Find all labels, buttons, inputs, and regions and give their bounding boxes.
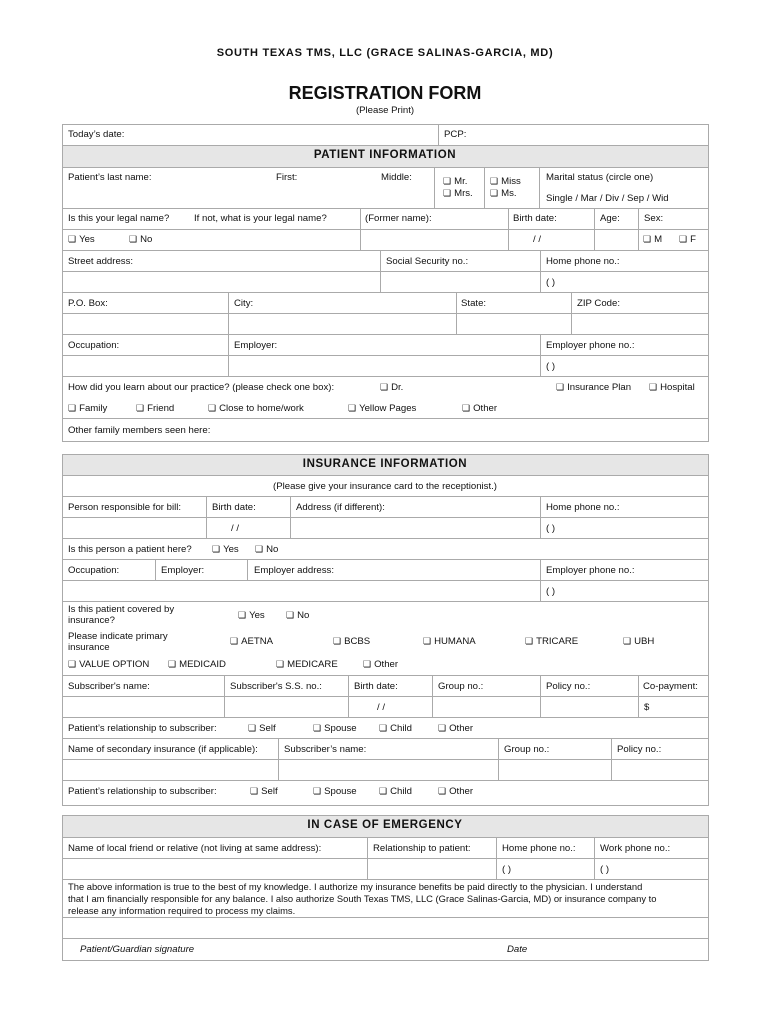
todays-date-label: Today’s date: [68,129,125,140]
marital-options[interactable]: Single / Mar / Div / Sep / Wid [546,193,669,204]
covered-yes-checkbox[interactable]: ❏ Yes [238,610,265,621]
resp-occupation-label: Occupation: [68,565,120,576]
rel2-spouse-checkbox[interactable]: ❏ Spouse [313,786,357,797]
subscriber-birth-label: Birth date: [354,681,398,692]
referral-insurance-checkbox[interactable]: ❏ Insurance Plan [556,382,631,393]
subscriber-ss-label: Subscriber's S.S. no.: [230,681,322,692]
emergency-home-phone-label: Home phone no.: [502,843,576,854]
insurance-heading: INSURANCE INFORMATION [302,458,468,470]
mrs-checkbox[interactable]: ❏ Mrs. [443,188,473,199]
policy-label: Policy no.: [546,681,591,692]
resp-employer-phone-label: Employer phone no.: [546,565,635,576]
emergency-heading: IN CASE OF EMERGENCY [307,819,463,831]
secondary-subscriber-label: Subscriber’s name: [284,744,367,755]
humana-checkbox[interactable]: ❏ HUMANA [423,636,476,647]
covered-question-1: Is this patient covered by [68,604,175,615]
legal-name-label: If not, what is your legal name? [194,213,327,224]
zip-label: ZIP Code: [577,298,621,309]
rel2-other-checkbox[interactable]: ❏ Other [438,786,473,797]
former-name-label: (Former name): [365,213,432,224]
emergency-contact-label: Name of local friend or relative (not living at same address): [68,843,322,854]
subscriber-birth-slashes[interactable]: / / [377,702,385,713]
value-option-checkbox[interactable]: ❏ VALUE OPTION [68,659,149,670]
rel-other-checkbox[interactable]: ❏ Other [438,723,473,734]
mr-checkbox[interactable]: ❏ Mr. [443,176,467,187]
practice-name: SOUTH TEXAS TMS, LLC (GRACE SALINAS-GARCIA, MD) [216,47,554,59]
ubh-checkbox[interactable]: ❏ UBH [623,636,654,647]
medicare-checkbox[interactable]: ❏ MEDICARE [276,659,338,670]
patient-heading: PATIENT INFORMATION [313,149,457,161]
authorization-line-2: that I am financially responsible for any balance. I also authorize South Texas TMS, LLC (Grace Salinas-Garcia, MD) or insurance company to [68,893,657,904]
po-box-label: P.O. Box: [68,298,108,309]
responsible-address-label: Address (if different): [296,502,385,513]
responsible-birth-slashes[interactable]: / / [231,523,239,534]
last-name-label: Patient’s last name: [68,172,152,183]
patient-here-yes-checkbox[interactable]: ❏ Yes [212,544,239,555]
primary-question-1: Please indicate primary [68,631,168,642]
birth-date-slashes[interactable]: / / [533,234,541,245]
home-phone-parens[interactable]: ( ) [546,277,556,288]
patient-here-question: Is this person a patient here? [68,544,192,555]
form-title: REGISTRATION FORM [288,83,482,103]
responsible-phone-parens[interactable]: ( ) [546,523,556,534]
miss-checkbox[interactable]: ❏ Miss [490,176,521,187]
rel2-self-checkbox[interactable]: ❏ Self [250,786,278,797]
pcp-label: PCP: [444,129,467,140]
employer-phone-label: Employer phone no.: [546,340,635,351]
signature-label: Patient/Guardian signature [80,944,195,955]
primary-question-2: insurance [68,642,110,653]
learn-question: How did you learn about our practice? (please check one box): [68,382,335,393]
sex-m-checkbox[interactable]: ❏ M [643,234,662,245]
birth-date-label: Birth date: [513,213,557,224]
legal-no-checkbox[interactable]: ❏ No [129,234,152,245]
sex-f-checkbox[interactable]: ❏ F [679,234,696,245]
emergency-home-phone-parens[interactable]: ( ) [502,864,512,875]
legal-name-question: Is this your legal name? [68,213,170,224]
secondary-insurance-label: Name of secondary insurance (if applicable): [68,744,258,755]
emergency-relationship-label: Relationship to patient: [373,843,471,854]
ms-checkbox[interactable]: ❏ Ms. [490,188,517,199]
secondary-policy-label: Policy no.: [617,744,662,755]
legal-yes-checkbox[interactable]: ❏ Yes [68,234,95,245]
referral-hospital-checkbox[interactable]: ❏ Hospital [649,382,695,393]
employer-phone-parens[interactable]: ( ) [546,361,556,372]
emergency-work-phone-parens[interactable]: ( ) [600,864,610,875]
secondary-group-label: Group no.: [504,744,550,755]
insurance-note: (Please give your insurance card to the receptionist.) [273,481,497,492]
first-name-label: First: [276,172,298,183]
sex-label: Sex: [644,213,664,224]
covered-question-2: insurance? [68,615,115,626]
home-phone-label: Home phone no.: [546,256,620,267]
resp-employer-phone-parens[interactable]: ( ) [546,586,556,597]
relationship-label: Patient’s relationship to subscriber: [68,723,217,734]
referral-friend-checkbox[interactable]: ❏ Friend [136,403,174,414]
relationship-label-2: Patient’s relationship to subscriber: [68,786,217,797]
aetna-checkbox[interactable]: ❏ AETNA [230,636,273,647]
bcbs-checkbox[interactable]: ❏ BCBS [333,636,370,647]
authorization-line-1: The above information is true to the best of my knowledge. I authorize my insurance benefits be paid directly to the physician. I understand [68,881,643,892]
referral-close-checkbox[interactable]: ❏ Close to home/work [208,403,304,414]
referral-other-checkbox[interactable]: ❏ Other [462,403,497,414]
middle-name-label: Middle: [381,172,412,183]
responsible-label: Person responsible for bill: [68,502,182,513]
responsible-phone-label: Home phone no.: [546,502,620,513]
copay-dollar[interactable]: $ [644,702,650,713]
referral-yellow-pages-checkbox[interactable]: ❏ Yellow Pages [348,403,416,414]
responsible-birth-label: Birth date: [212,502,256,513]
referral-dr-checkbox[interactable]: ❏ Dr. [380,382,403,393]
signature-date-label: Date [507,944,528,955]
emergency-work-phone-label: Work phone no.: [600,843,671,854]
group-label: Group no.: [438,681,484,692]
city-label: City: [234,298,254,309]
ssn-label: Social Security no.: [386,256,469,267]
patient-here-no-checkbox[interactable]: ❏ No [255,544,278,555]
marital-status-label: Marital status (circle one) [546,172,654,183]
employer-label: Employer: [234,340,278,351]
resp-employer-label: Employer: [161,565,205,576]
age-label: Age: [600,213,620,224]
rel-self-checkbox[interactable]: ❏ Self [248,723,276,734]
resp-employer-address-label: Employer address: [254,565,334,576]
insurance-other-checkbox[interactable]: ❏ Other [363,659,398,670]
covered-no-checkbox[interactable]: ❏ No [286,610,309,621]
rel-spouse-checkbox[interactable]: ❏ Spouse [313,723,357,734]
other-family-label: Other family members seen here: [68,425,211,436]
state-label: State: [461,298,487,309]
street-address-label: Street address: [68,256,134,267]
occupation-label: Occupation: [68,340,120,351]
form-subtitle: (Please Print) [355,105,415,116]
copay-label: Co-payment: [643,681,698,692]
subscriber-name-label: Subscriber's name: [68,681,150,692]
rel2-child-checkbox[interactable]: ❏ Child [379,786,412,797]
tricare-checkbox[interactable]: ❏ TRICARE [525,636,578,647]
referral-family-checkbox[interactable]: ❏ Family [68,403,107,414]
authorization-line-3: release any information required to process my claims. [68,905,296,916]
rel-child-checkbox[interactable]: ❏ Child [379,723,412,734]
medicaid-checkbox[interactable]: ❏ MEDICAID [168,659,226,670]
